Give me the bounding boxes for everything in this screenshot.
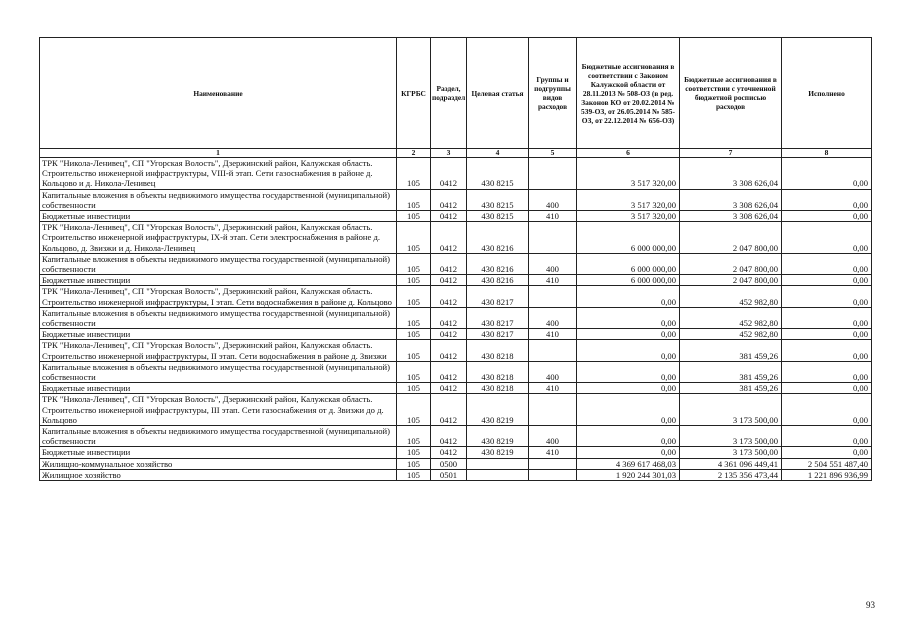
row-group-cell (529, 222, 577, 254)
row-budget-updated-cell: 3 308 626,04 (680, 189, 782, 210)
row-kgrbs-cell: 105 (397, 222, 431, 254)
column-number: 3 (431, 149, 467, 158)
row-budget-updated-cell: 2 047 800,00 (680, 275, 782, 286)
table-body (40, 158, 872, 481)
row-section-cell: 0412 (431, 275, 467, 286)
row-executed-cell: 0,00 (782, 329, 872, 340)
row-budget-updated-cell: 3 308 626,04 (680, 158, 782, 190)
row-kgrbs-cell: 105 (397, 189, 431, 210)
row-group-cell: 400 (529, 426, 577, 447)
row-executed-cell: 0,00 (782, 158, 872, 190)
row-executed-cell: 0,00 (782, 286, 872, 307)
row-group-cell: 410 (529, 329, 577, 340)
row-budget-updated-cell: 3 308 626,04 (680, 211, 782, 222)
header-budget-updated: Бюджетные ассигнования в соответствии с уточненной бюджетной росписью расходов (680, 38, 782, 149)
header-kgrbs: КГРБС (397, 38, 431, 149)
row-group-cell: 410 (529, 211, 577, 222)
row-target-cell: 430 8218 (467, 361, 529, 382)
column-number: 8 (782, 149, 872, 158)
row-name-cell: Жилищное хозяйство (40, 469, 397, 480)
column-number: 4 (467, 149, 529, 158)
row-section-cell: 0412 (431, 383, 467, 394)
row-executed-cell: 0,00 (782, 189, 872, 210)
row-group-cell (529, 394, 577, 426)
row-name-cell: ТРК "Никола-Ленивец", СП "Угорская Волость", Дзержинский район, Калужская область. Строительство инженерной инфраструктуры, VIII-й этап. Сети газоснабжения в районе д. Кольцово и д. Никола-Ленивец (40, 158, 397, 190)
row-target-cell: 430 8217 (467, 329, 529, 340)
header-target: Целевая статья (467, 38, 529, 149)
table-row (40, 211, 872, 222)
row-executed-cell: 0,00 (782, 211, 872, 222)
row-kgrbs-cell: 105 (397, 340, 431, 361)
row-budget-law-cell: 0,00 (577, 361, 680, 382)
row-group-cell: 400 (529, 253, 577, 274)
row-budget-updated-cell: 3 173 500,00 (680, 394, 782, 426)
column-number-row (40, 149, 872, 158)
row-budget-law-cell: 0,00 (577, 340, 680, 361)
row-kgrbs-cell: 105 (397, 361, 431, 382)
column-number: 6 (577, 149, 680, 158)
row-section-cell: 0412 (431, 189, 467, 210)
row-budget-updated-cell: 381 459,26 (680, 361, 782, 382)
row-target-cell: 430 8217 (467, 307, 529, 328)
budget-table (39, 37, 872, 481)
table-row (40, 253, 872, 274)
row-kgrbs-cell: 105 (397, 211, 431, 222)
row-budget-updated-cell: 452 982,80 (680, 329, 782, 340)
row-name-cell: Капитальные вложения в объекты недвижимого имущества государственной (муниципальной) собственности (40, 361, 397, 382)
row-budget-law-cell: 0,00 (577, 394, 680, 426)
table-row (40, 426, 872, 447)
table-row (40, 394, 872, 426)
row-name-cell: Капитальные вложения в объекты недвижимого имущества государственной (муниципальной) собственности (40, 307, 397, 328)
row-name-cell: ТРК "Никола-Ленивец", СП "Угорская Волость", Дзержинский район, Калужская область. Строительство инженерной инфраструктуры, II этап. Сети водоснабжения в районе д. Звизжи (40, 340, 397, 361)
header-executed: Исполнено (782, 38, 872, 149)
row-budget-updated-cell: 381 459,26 (680, 340, 782, 361)
row-group-cell: 400 (529, 307, 577, 328)
row-group-cell (529, 158, 577, 190)
row-kgrbs-cell: 105 (397, 469, 431, 480)
row-executed-cell: 0,00 (782, 340, 872, 361)
row-budget-updated-cell: 4 361 096 449,41 (680, 458, 782, 469)
row-kgrbs-cell: 105 (397, 426, 431, 447)
row-group-cell (529, 458, 577, 469)
page-number: 93 (866, 600, 875, 610)
row-section-cell: 0412 (431, 394, 467, 426)
row-target-cell: 430 8218 (467, 340, 529, 361)
row-name-cell: Бюджетные инвестиции (40, 383, 397, 394)
row-group-cell: 410 (529, 447, 577, 458)
row-budget-updated-cell: 3 173 500,00 (680, 447, 782, 458)
row-section-cell: 0412 (431, 340, 467, 361)
row-executed-cell: 0,00 (782, 394, 872, 426)
row-group-cell (529, 340, 577, 361)
column-number: 5 (529, 149, 577, 158)
row-target-cell: 430 8216 (467, 253, 529, 274)
row-group-cell: 400 (529, 361, 577, 382)
row-budget-law-cell: 3 517 320,00 (577, 211, 680, 222)
row-budget-law-cell: 0,00 (577, 383, 680, 394)
row-section-cell: 0412 (431, 211, 467, 222)
row-target-cell: 430 8216 (467, 222, 529, 254)
row-kgrbs-cell: 105 (397, 307, 431, 328)
header-budget-law: Бюджетные ассигнования в соответствии с Законом Калужской области от 28.11.2013 № 508-ОЗ (в ред. Законов КО от 20.02.2014 № 539-ОЗ, от 26.05.2014 № 585-ОЗ, от 22.12.2014 № 656-ОЗ) (577, 38, 680, 149)
row-kgrbs-cell: 105 (397, 286, 431, 307)
row-budget-law-cell: 0,00 (577, 447, 680, 458)
row-budget-law-cell: 0,00 (577, 329, 680, 340)
row-target-cell: 430 8219 (467, 394, 529, 426)
row-group-cell: 410 (529, 383, 577, 394)
row-section-cell: 0501 (431, 469, 467, 480)
row-group-cell (529, 469, 577, 480)
table-row (40, 458, 872, 469)
row-budget-law-cell: 0,00 (577, 286, 680, 307)
row-budget-law-cell: 0,00 (577, 426, 680, 447)
column-number: 7 (680, 149, 782, 158)
row-executed-cell: 0,00 (782, 426, 872, 447)
table-row (40, 329, 872, 340)
row-target-cell: 430 8219 (467, 447, 529, 458)
row-target-cell: 430 8215 (467, 189, 529, 210)
row-kgrbs-cell: 105 (397, 158, 431, 190)
header-row (40, 38, 872, 149)
row-budget-law-cell: 3 517 320,00 (577, 189, 680, 210)
row-section-cell: 0412 (431, 222, 467, 254)
header-name: Наименование (40, 38, 397, 149)
table-row (40, 158, 872, 190)
row-group-cell: 400 (529, 189, 577, 210)
row-budget-updated-cell: 381 459,26 (680, 383, 782, 394)
row-section-cell: 0412 (431, 158, 467, 190)
row-section-cell: 0412 (431, 426, 467, 447)
column-number: 2 (397, 149, 431, 158)
row-budget-law-cell: 3 517 320,00 (577, 158, 680, 190)
row-budget-updated-cell: 452 982,80 (680, 307, 782, 328)
table-row (40, 340, 872, 361)
row-budget-updated-cell: 452 982,80 (680, 286, 782, 307)
row-kgrbs-cell: 105 (397, 458, 431, 469)
row-group-cell (529, 286, 577, 307)
row-target-cell (467, 469, 529, 480)
header-groups: Группы и подгруппы видов расходов (529, 38, 577, 149)
row-name-cell: Капитальные вложения в объекты недвижимого имущества государственной (муниципальной) собственности (40, 253, 397, 274)
column-number: 1 (40, 149, 397, 158)
table-row (40, 275, 872, 286)
row-section-cell: 0412 (431, 307, 467, 328)
row-name-cell: Бюджетные инвестиции (40, 275, 397, 286)
row-name-cell: Бюджетные инвестиции (40, 447, 397, 458)
row-executed-cell: 1 221 896 936,99 (782, 469, 872, 480)
row-kgrbs-cell: 105 (397, 329, 431, 340)
row-name-cell: ТРК "Никола-Ленивец", СП "Угорская Волость", Дзержинский район, Калужская область. Строительство инженерной инфраструктуры, IX-й этап. Сети электроснабжения в районе д. Кольцово, д. Звизжи и д. Никола-Ленивец (40, 222, 397, 254)
row-kgrbs-cell: 105 (397, 253, 431, 274)
row-target-cell: 430 8215 (467, 211, 529, 222)
row-target-cell: 430 8219 (467, 426, 529, 447)
row-kgrbs-cell: 105 (397, 394, 431, 426)
row-budget-updated-cell: 2 047 800,00 (680, 222, 782, 254)
row-kgrbs-cell: 105 (397, 275, 431, 286)
table-row (40, 189, 872, 210)
row-name-cell: Капитальные вложения в объекты недвижимого имущества государственной (муниципальной) собственности (40, 189, 397, 210)
row-name-cell: Капитальные вложения в объекты недвижимого имущества государственной (муниципальной) собственности (40, 426, 397, 447)
table-row (40, 307, 872, 328)
row-name-cell: Жилищно-коммунальное хозяйство (40, 458, 397, 469)
table-row (40, 383, 872, 394)
row-executed-cell: 0,00 (782, 253, 872, 274)
row-name-cell: ТРК "Никола-Ленивец", СП "Угорская Волость", Дзержинский район, Калужская область. Строительство инженерной инфраструктуры, I этап. Сети водоснабжения в районе д. Кольцово (40, 286, 397, 307)
row-name-cell: Бюджетные инвестиции (40, 329, 397, 340)
row-budget-law-cell: 6 000 000,00 (577, 222, 680, 254)
table-row (40, 447, 872, 458)
row-budget-updated-cell: 2 135 356 473,44 (680, 469, 782, 480)
row-executed-cell: 2 504 551 487,40 (782, 458, 872, 469)
row-target-cell: 430 8217 (467, 286, 529, 307)
row-executed-cell: 0,00 (782, 383, 872, 394)
row-executed-cell: 0,00 (782, 222, 872, 254)
row-kgrbs-cell: 105 (397, 447, 431, 458)
row-name-cell: ТРК "Никола-Ленивец", СП "Угорская Волость", Дзержинский район, Калужская область. Строительство инженерной инфраструктуры, III этап. Сети газоснабжения от д. Звизжи до д. Кольцово (40, 394, 397, 426)
row-executed-cell: 0,00 (782, 361, 872, 382)
row-section-cell: 0412 (431, 361, 467, 382)
row-section-cell: 0412 (431, 447, 467, 458)
table-row (40, 361, 872, 382)
row-budget-law-cell: 4 369 617 468,03 (577, 458, 680, 469)
table-row (40, 286, 872, 307)
row-executed-cell: 0,00 (782, 275, 872, 286)
row-target-cell: 430 8218 (467, 383, 529, 394)
header-section: Раздел, подраздел (431, 38, 467, 149)
row-budget-updated-cell: 2 047 800,00 (680, 253, 782, 274)
row-target-cell: 430 8216 (467, 275, 529, 286)
row-budget-updated-cell: 3 173 500,00 (680, 426, 782, 447)
row-budget-law-cell: 6 000 000,00 (577, 275, 680, 286)
row-section-cell: 0412 (431, 329, 467, 340)
table-row (40, 222, 872, 254)
row-section-cell: 0412 (431, 286, 467, 307)
row-budget-law-cell: 0,00 (577, 307, 680, 328)
row-executed-cell: 0,00 (782, 447, 872, 458)
row-group-cell: 410 (529, 275, 577, 286)
table-row (40, 469, 872, 480)
row-section-cell: 0500 (431, 458, 467, 469)
row-executed-cell: 0,00 (782, 307, 872, 328)
row-kgrbs-cell: 105 (397, 383, 431, 394)
row-budget-law-cell: 6 000 000,00 (577, 253, 680, 274)
row-name-cell: Бюджетные инвестиции (40, 211, 397, 222)
row-target-cell: 430 8215 (467, 158, 529, 190)
row-budget-law-cell: 1 920 244 301,03 (577, 469, 680, 480)
row-target-cell (467, 458, 529, 469)
row-section-cell: 0412 (431, 253, 467, 274)
